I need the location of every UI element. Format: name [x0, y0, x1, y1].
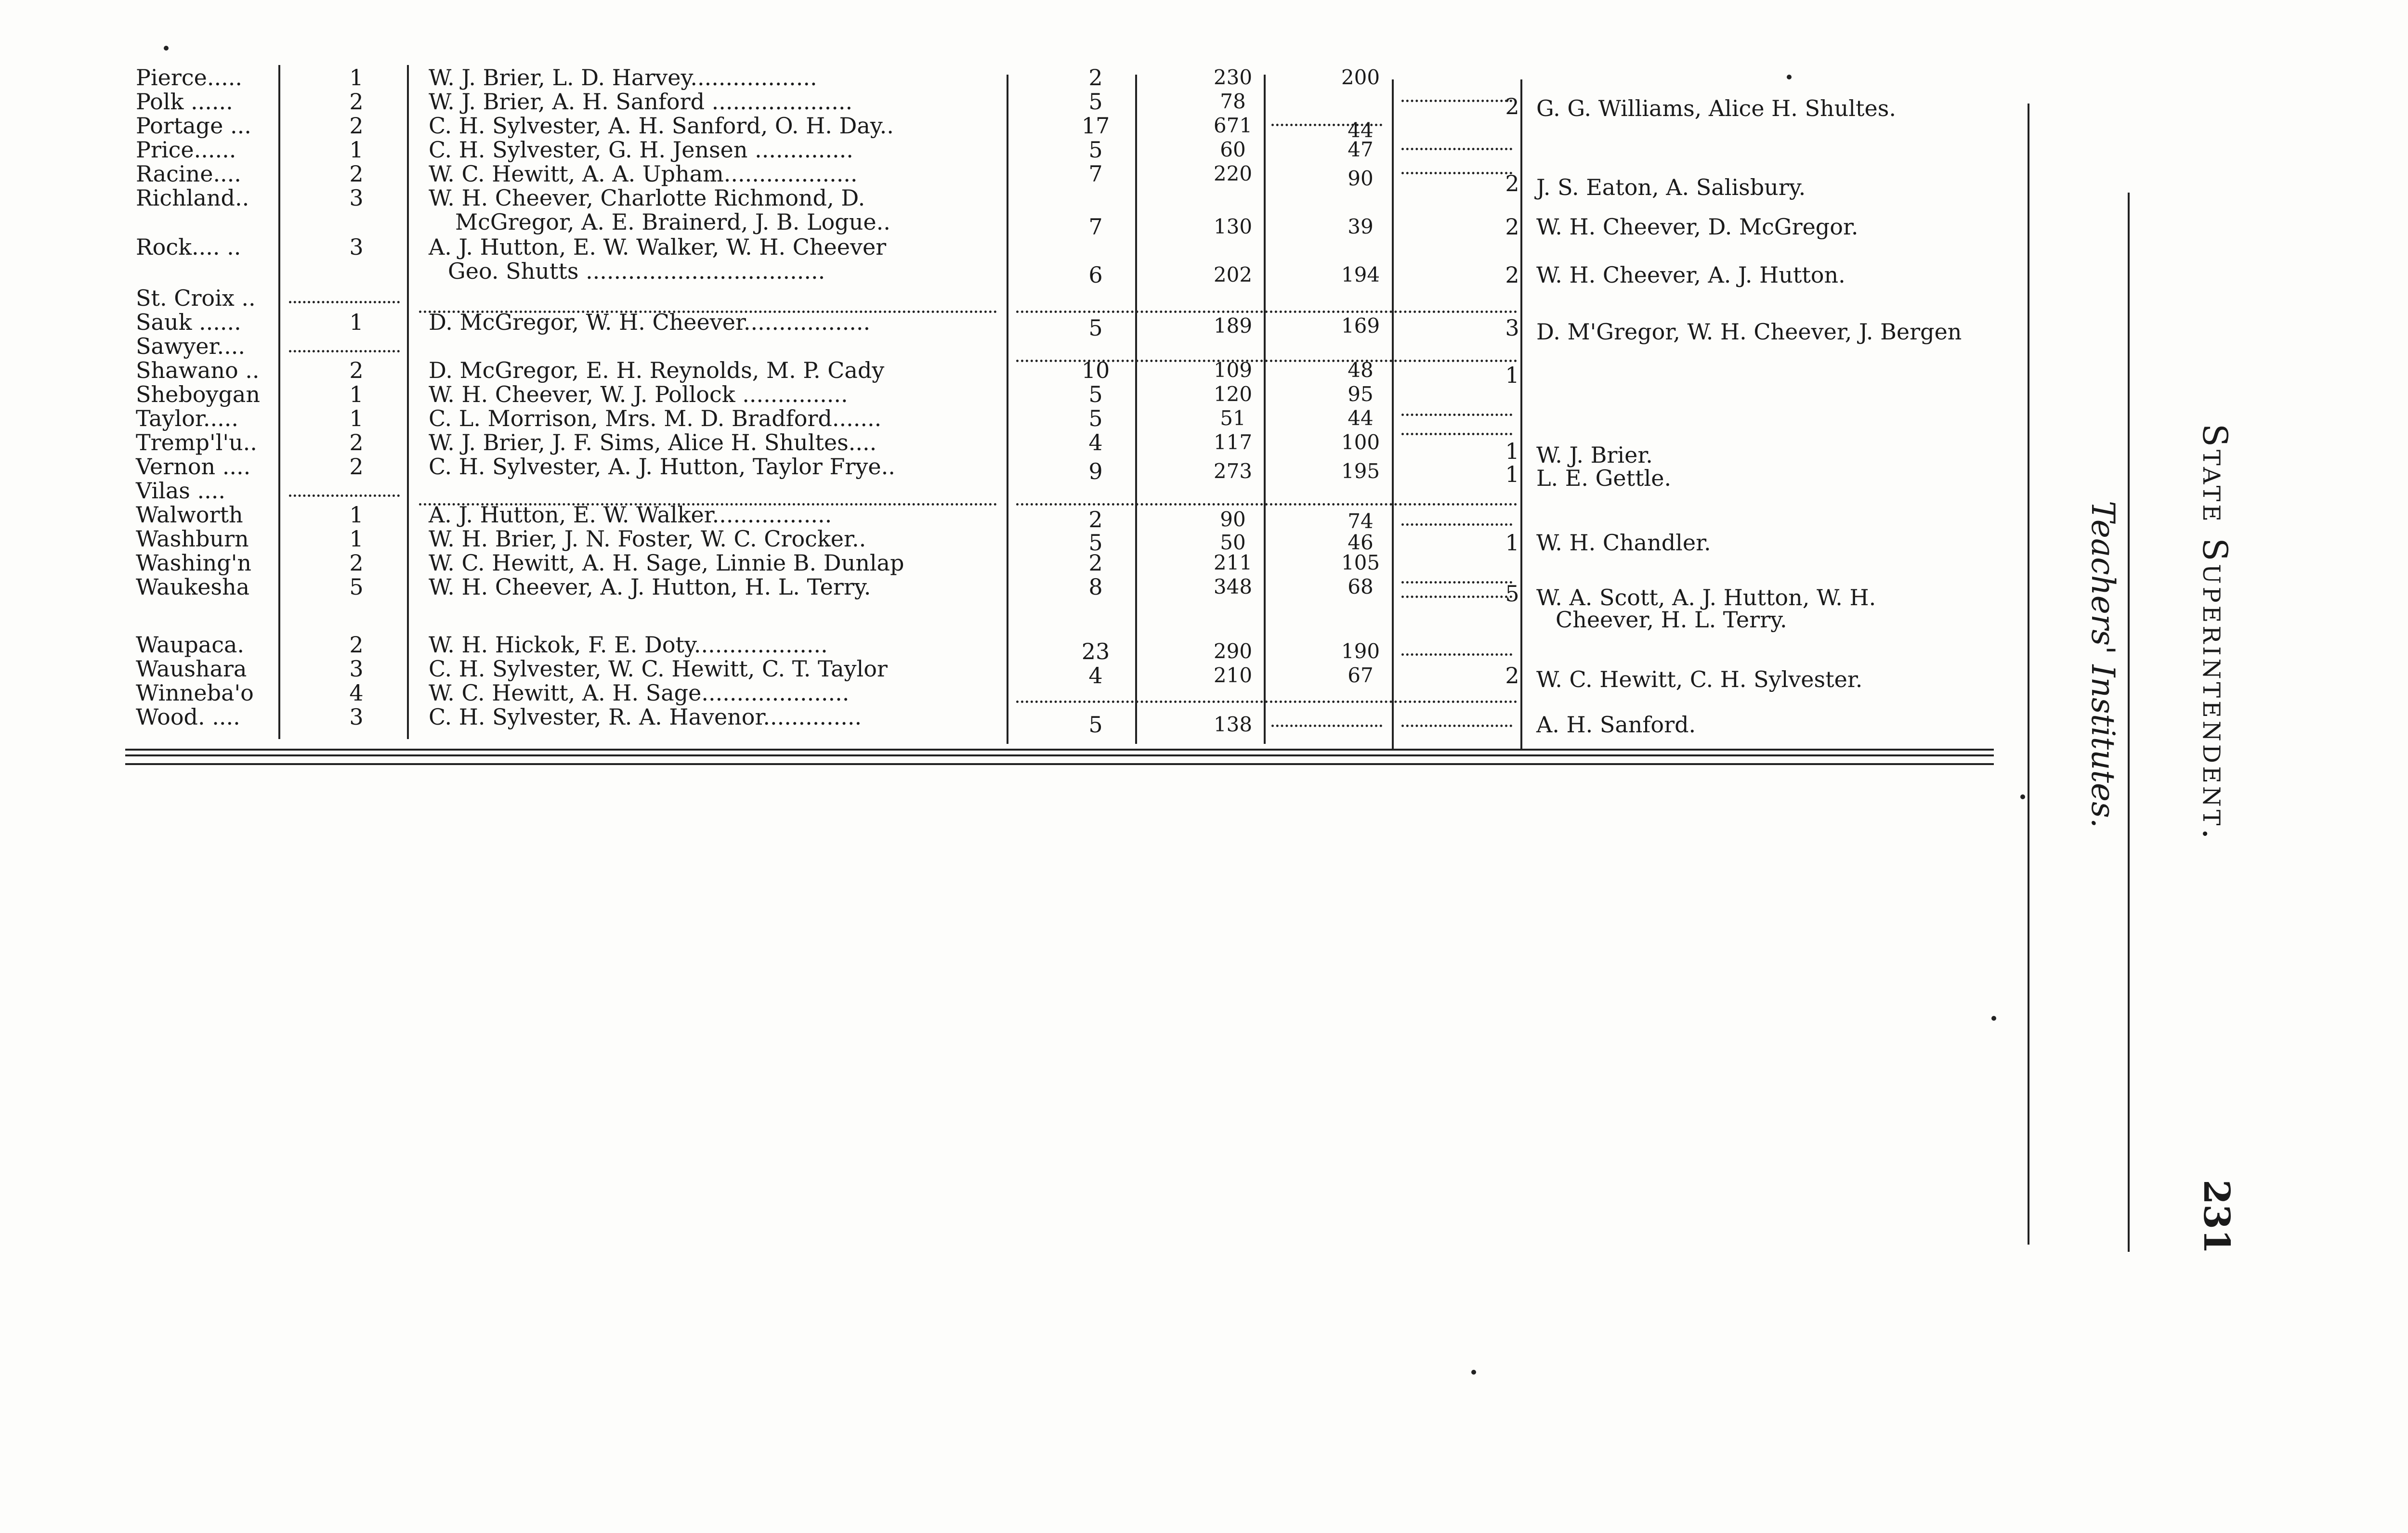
instructors-cell: W. H. Hickok, F. E. Doty................... — [429, 632, 828, 658]
institute-count-cell: 2 — [349, 454, 364, 480]
lecturers-cell: L. E. Gettle. — [1536, 465, 1672, 491]
enrollment-cell: 109 — [1213, 358, 1253, 382]
page-number: 231 — [2196, 1180, 2237, 1254]
lecturers-cell: W. J. Brier. — [1536, 442, 1653, 468]
count-cell: 2 — [1505, 663, 1519, 689]
count-cell: 2 — [1505, 93, 1519, 119]
enrollment-cell: 671 — [1213, 114, 1253, 137]
county-cell: St. Croix .. — [136, 285, 256, 311]
lecturers-cell: W. C. Hewitt, C. H. Sylvester. — [1536, 666, 1863, 692]
weeks-cell: 4 — [1088, 429, 1103, 455]
instructors-cell: A. J. Hutton, E. W. Walker................. — [429, 502, 832, 528]
count-cell: 1 — [1505, 530, 1519, 556]
average-cell: 95 — [1348, 382, 1374, 406]
instructors-cell: C. H. Sylvester, A. J. Hutton, Taylor Frye.. — [429, 454, 895, 480]
weeks-cell: 5 — [1088, 381, 1103, 407]
dotted-leader — [1016, 695, 1517, 703]
enrollment-cell: 117 — [1213, 430, 1253, 454]
weeks-cell: 23 — [1081, 638, 1110, 664]
institute-count-cell: 1 — [349, 65, 364, 91]
county-cell: Racine.... — [136, 161, 241, 187]
instructors-cell: C. H. Sylvester, W. C. Hewitt, C. T. Taylor — [429, 656, 888, 682]
county-cell: Portage ... — [136, 113, 251, 139]
average-cell: 46 — [1348, 531, 1374, 554]
institute-count-cell: 3 — [349, 704, 364, 730]
dotted-leader — [419, 497, 997, 506]
instructors-cell: W. H. Cheever, W. J. Pollock ............... — [429, 381, 848, 407]
dotted-leader — [419, 305, 997, 313]
county-cell: Washburn — [136, 526, 249, 552]
enrollment-cell: 210 — [1213, 663, 1253, 687]
average-cell: 200 — [1341, 65, 1380, 89]
dotted-leader — [289, 295, 400, 303]
enrollment-cell: 211 — [1213, 551, 1253, 574]
institute-count-cell: 2 — [349, 632, 364, 658]
average-cell: 68 — [1348, 575, 1374, 598]
average-cell: 90 — [1348, 167, 1374, 190]
lecturers-cell: W. A. Scott, A. J. Hutton, W. H. — [1536, 585, 1876, 611]
institute-count-cell: 2 — [349, 429, 364, 455]
enrollment-cell: 220 — [1213, 162, 1253, 185]
institute-count-cell: 2 — [349, 113, 364, 139]
dotted-leader — [1401, 142, 1512, 150]
enrollment-cell: 348 — [1213, 575, 1253, 598]
enrollment-cell: 51 — [1220, 406, 1246, 430]
instructors-cell: Geo. Shutts .................................. — [448, 258, 825, 284]
count-cell: 5 — [1505, 581, 1519, 607]
print-speck — [1991, 1016, 1996, 1021]
county-cell: Tremp'l'u.. — [136, 429, 257, 455]
county-cell: Taylor..... — [136, 405, 238, 431]
table-bottom-rule — [125, 754, 1994, 756]
instructors-cell: C. H. Sylvester, G. H. Jensen .............. — [429, 137, 853, 163]
count-cell: 1 — [1505, 461, 1519, 487]
county-cell: Vernon .... — [136, 454, 251, 480]
count-cell: 3 — [1505, 315, 1519, 341]
lecturers-cell: W. H. Cheever, A. J. Hutton. — [1536, 262, 1845, 288]
enrollment-cell: 60 — [1220, 138, 1246, 161]
county-cell: Walworth — [136, 502, 243, 528]
average-cell: 44 — [1348, 118, 1374, 142]
county-cell: Waukesha — [136, 574, 250, 600]
dotted-leader — [1016, 305, 1517, 313]
institute-count-cell: 4 — [349, 680, 364, 706]
weeks-cell: 2 — [1088, 507, 1103, 533]
institute-count-cell: 1 — [349, 309, 364, 335]
county-cell: Richland.. — [136, 185, 249, 211]
institute-count-cell: 1 — [349, 137, 364, 163]
average-cell: 190 — [1341, 639, 1380, 663]
county-cell: Wood. .... — [136, 704, 240, 730]
enrollment-cell: 50 — [1220, 531, 1246, 554]
county-cell: Shawano .. — [136, 357, 260, 383]
instructors-cell: W. H. Cheever, A. J. Hutton, H. L. Terry. — [429, 574, 871, 600]
institute-count-cell: 1 — [349, 381, 364, 407]
count-cell: 1 — [1505, 362, 1519, 388]
lecturers-cell: D. M'Gregor, W. H. Cheever, J. Bergen — [1536, 319, 1962, 345]
enrollment-cell: 273 — [1213, 459, 1253, 483]
count-cell: 2 — [1505, 262, 1519, 288]
weeks-cell: 6 — [1088, 262, 1103, 288]
county-cell: Pierce..... — [136, 65, 242, 91]
instructors-cell: C. H. Sylvester, R. A. Havenor.............. — [429, 704, 862, 730]
instructors-cell: W. H. Brier, J. N. Foster, W. C. Crocker.. — [429, 526, 866, 552]
weeks-cell: 8 — [1088, 574, 1103, 600]
instructors-cell: D. McGregor, W. H. Cheever.................. — [429, 309, 871, 335]
county-cell: Polk ...... — [136, 89, 233, 115]
dotted-leader — [1271, 118, 1382, 126]
average-cell: 194 — [1341, 263, 1380, 286]
count-cell: 2 — [1505, 170, 1519, 196]
institute-count-cell: 5 — [349, 574, 364, 600]
dotted-leader — [1401, 518, 1512, 526]
average-cell: 67 — [1348, 663, 1374, 687]
enrollment-cell: 230 — [1213, 65, 1253, 89]
institute-count-cell: 2 — [349, 161, 364, 187]
enrollment-cell: 130 — [1213, 215, 1253, 238]
county-cell: Waushara — [136, 656, 247, 682]
instructors-cell: McGregor, A. E. Brainerd, J. B. Logue.. — [455, 209, 890, 235]
print-speck — [1787, 75, 1792, 79]
county-cell: Price...... — [136, 137, 236, 163]
print-speck — [2020, 794, 2025, 799]
section-title: Teachers' Institutes. — [2084, 501, 2121, 828]
institute-count-cell: 3 — [349, 656, 364, 682]
instructors-cell: W. C. Hewitt, A. H. Sage, Linnie B. Dunlap — [429, 550, 904, 576]
weeks-cell: 4 — [1088, 663, 1103, 689]
count-cell: 1 — [1505, 438, 1519, 464]
print-speck — [164, 46, 169, 51]
weeks-cell: 5 — [1088, 712, 1103, 738]
lecturers-cell: J. S. Eaton, A. Salisbury. — [1536, 174, 1806, 200]
dotted-leader — [1016, 497, 1517, 506]
average-cell: 48 — [1348, 358, 1374, 382]
dotted-leader — [289, 344, 400, 352]
instructors-cell: D. McGregor, E. H. Reynolds, M. P. Cady — [429, 357, 885, 383]
column-rule — [407, 65, 409, 739]
weeks-cell: 5 — [1088, 405, 1103, 431]
enrollment-cell: 120 — [1213, 382, 1253, 406]
lecturers-cell: W. H. Chandler. — [1536, 530, 1711, 556]
dotted-leader — [1401, 408, 1512, 416]
institute-count-cell: 1 — [349, 526, 364, 552]
instructors-cell: C. L. Morrison, Mrs. M. D. Bradford....... — [429, 405, 882, 431]
average-cell: 47 — [1348, 138, 1374, 161]
dotted-leader — [1401, 427, 1512, 435]
institute-count-cell: 3 — [349, 185, 364, 211]
dotted-leader — [289, 489, 400, 497]
dotted-leader — [1401, 575, 1512, 584]
weeks-cell: 10 — [1081, 357, 1110, 383]
weeks-cell: 5 — [1088, 530, 1103, 556]
enrollment-cell: 78 — [1220, 90, 1246, 113]
county-cell: Winneba'o — [136, 680, 254, 706]
weeks-cell: 17 — [1081, 113, 1110, 139]
county-cell: Vilas .... — [136, 478, 225, 504]
average-cell: 100 — [1341, 430, 1380, 454]
table-bottom-rule — [125, 763, 1994, 765]
print-speck — [1471, 1370, 1476, 1375]
county-cell: Waupaca. — [136, 632, 245, 658]
weeks-cell: 2 — [1088, 550, 1103, 576]
enrollment-cell: 290 — [1213, 639, 1253, 663]
dotted-leader — [1271, 719, 1382, 727]
instructors-cell: C. H. Sylvester, A. H. Sanford, O. H. Day.. — [429, 113, 894, 139]
dotted-leader — [1401, 719, 1512, 727]
dotted-leader — [1401, 590, 1512, 598]
enrollment-cell: 90 — [1220, 507, 1246, 531]
average-cell: 44 — [1348, 406, 1374, 430]
county-cell: Sawyer.... — [136, 333, 245, 359]
running-head: State Superintendent. — [2195, 424, 2235, 842]
instructors-cell: W. C. Hewitt, A. A. Upham................... — [429, 161, 858, 187]
weeks-cell: 7 — [1088, 161, 1103, 187]
institute-count-cell: 3 — [349, 234, 364, 260]
weeks-cell: 5 — [1088, 315, 1103, 341]
average-cell: 105 — [1341, 551, 1380, 574]
average-cell: 39 — [1348, 215, 1374, 238]
instructors-cell: W. C. Hewitt, A. H. Sage..................... — [429, 680, 850, 706]
dotted-leader — [1016, 354, 1517, 362]
weeks-cell: 9 — [1088, 458, 1103, 484]
lecturers-cell: G. G. Williams, Alice H. Shultes. — [1536, 95, 1896, 121]
instructors-cell: A. J. Hutton, E. W. Walker, W. H. Cheever — [429, 234, 887, 260]
weeks-cell: 5 — [1088, 137, 1103, 163]
lecturers-cell: A. H. Sanford. — [1536, 712, 1696, 738]
county-cell: Washing'n — [136, 550, 251, 576]
institute-count-cell: 2 — [349, 89, 364, 115]
dotted-leader — [1401, 94, 1512, 102]
enrollment-cell: 138 — [1213, 713, 1253, 736]
average-cell: 169 — [1341, 314, 1380, 338]
table-bottom-rule — [125, 749, 1994, 751]
count-cell: 2 — [1505, 214, 1519, 240]
weeks-cell: 7 — [1088, 214, 1103, 240]
county-cell: Sauk ...... — [136, 309, 241, 335]
dotted-leader — [1401, 648, 1512, 656]
institute-count-cell: 2 — [349, 357, 364, 383]
lecturers-cell: W. H. Cheever, D. McGregor. — [1536, 214, 1858, 240]
lecturers-cell: Cheever, H. L. Terry. — [1556, 607, 1787, 633]
weeks-cell: 2 — [1088, 65, 1103, 91]
average-cell: 195 — [1341, 459, 1380, 483]
county-cell: Sheboygan — [136, 381, 260, 407]
average-cell: 74 — [1348, 509, 1374, 533]
institute-count-cell: 1 — [349, 502, 364, 528]
margin-rule-outer — [2128, 193, 2130, 1252]
enrollment-cell: 202 — [1213, 263, 1253, 286]
instructors-cell: W. H. Cheever, Charlotte Richmond, D. — [429, 185, 865, 211]
enrollment-cell: 189 — [1213, 314, 1253, 338]
instructors-cell: W. J. Brier, L. D. Harvey.................. — [429, 65, 817, 91]
instructors-cell: W. J. Brier, J. F. Sims, Alice H. Shultes.... — [429, 429, 877, 455]
weeks-cell: 5 — [1088, 89, 1103, 115]
dotted-leader — [1401, 166, 1512, 174]
institute-count-cell: 1 — [349, 405, 364, 431]
institute-count-cell: 2 — [349, 550, 364, 576]
instructors-cell: W. J. Brier, A. H. Sanford .................... — [429, 89, 853, 115]
county-cell: Rock.... .. — [136, 234, 241, 260]
